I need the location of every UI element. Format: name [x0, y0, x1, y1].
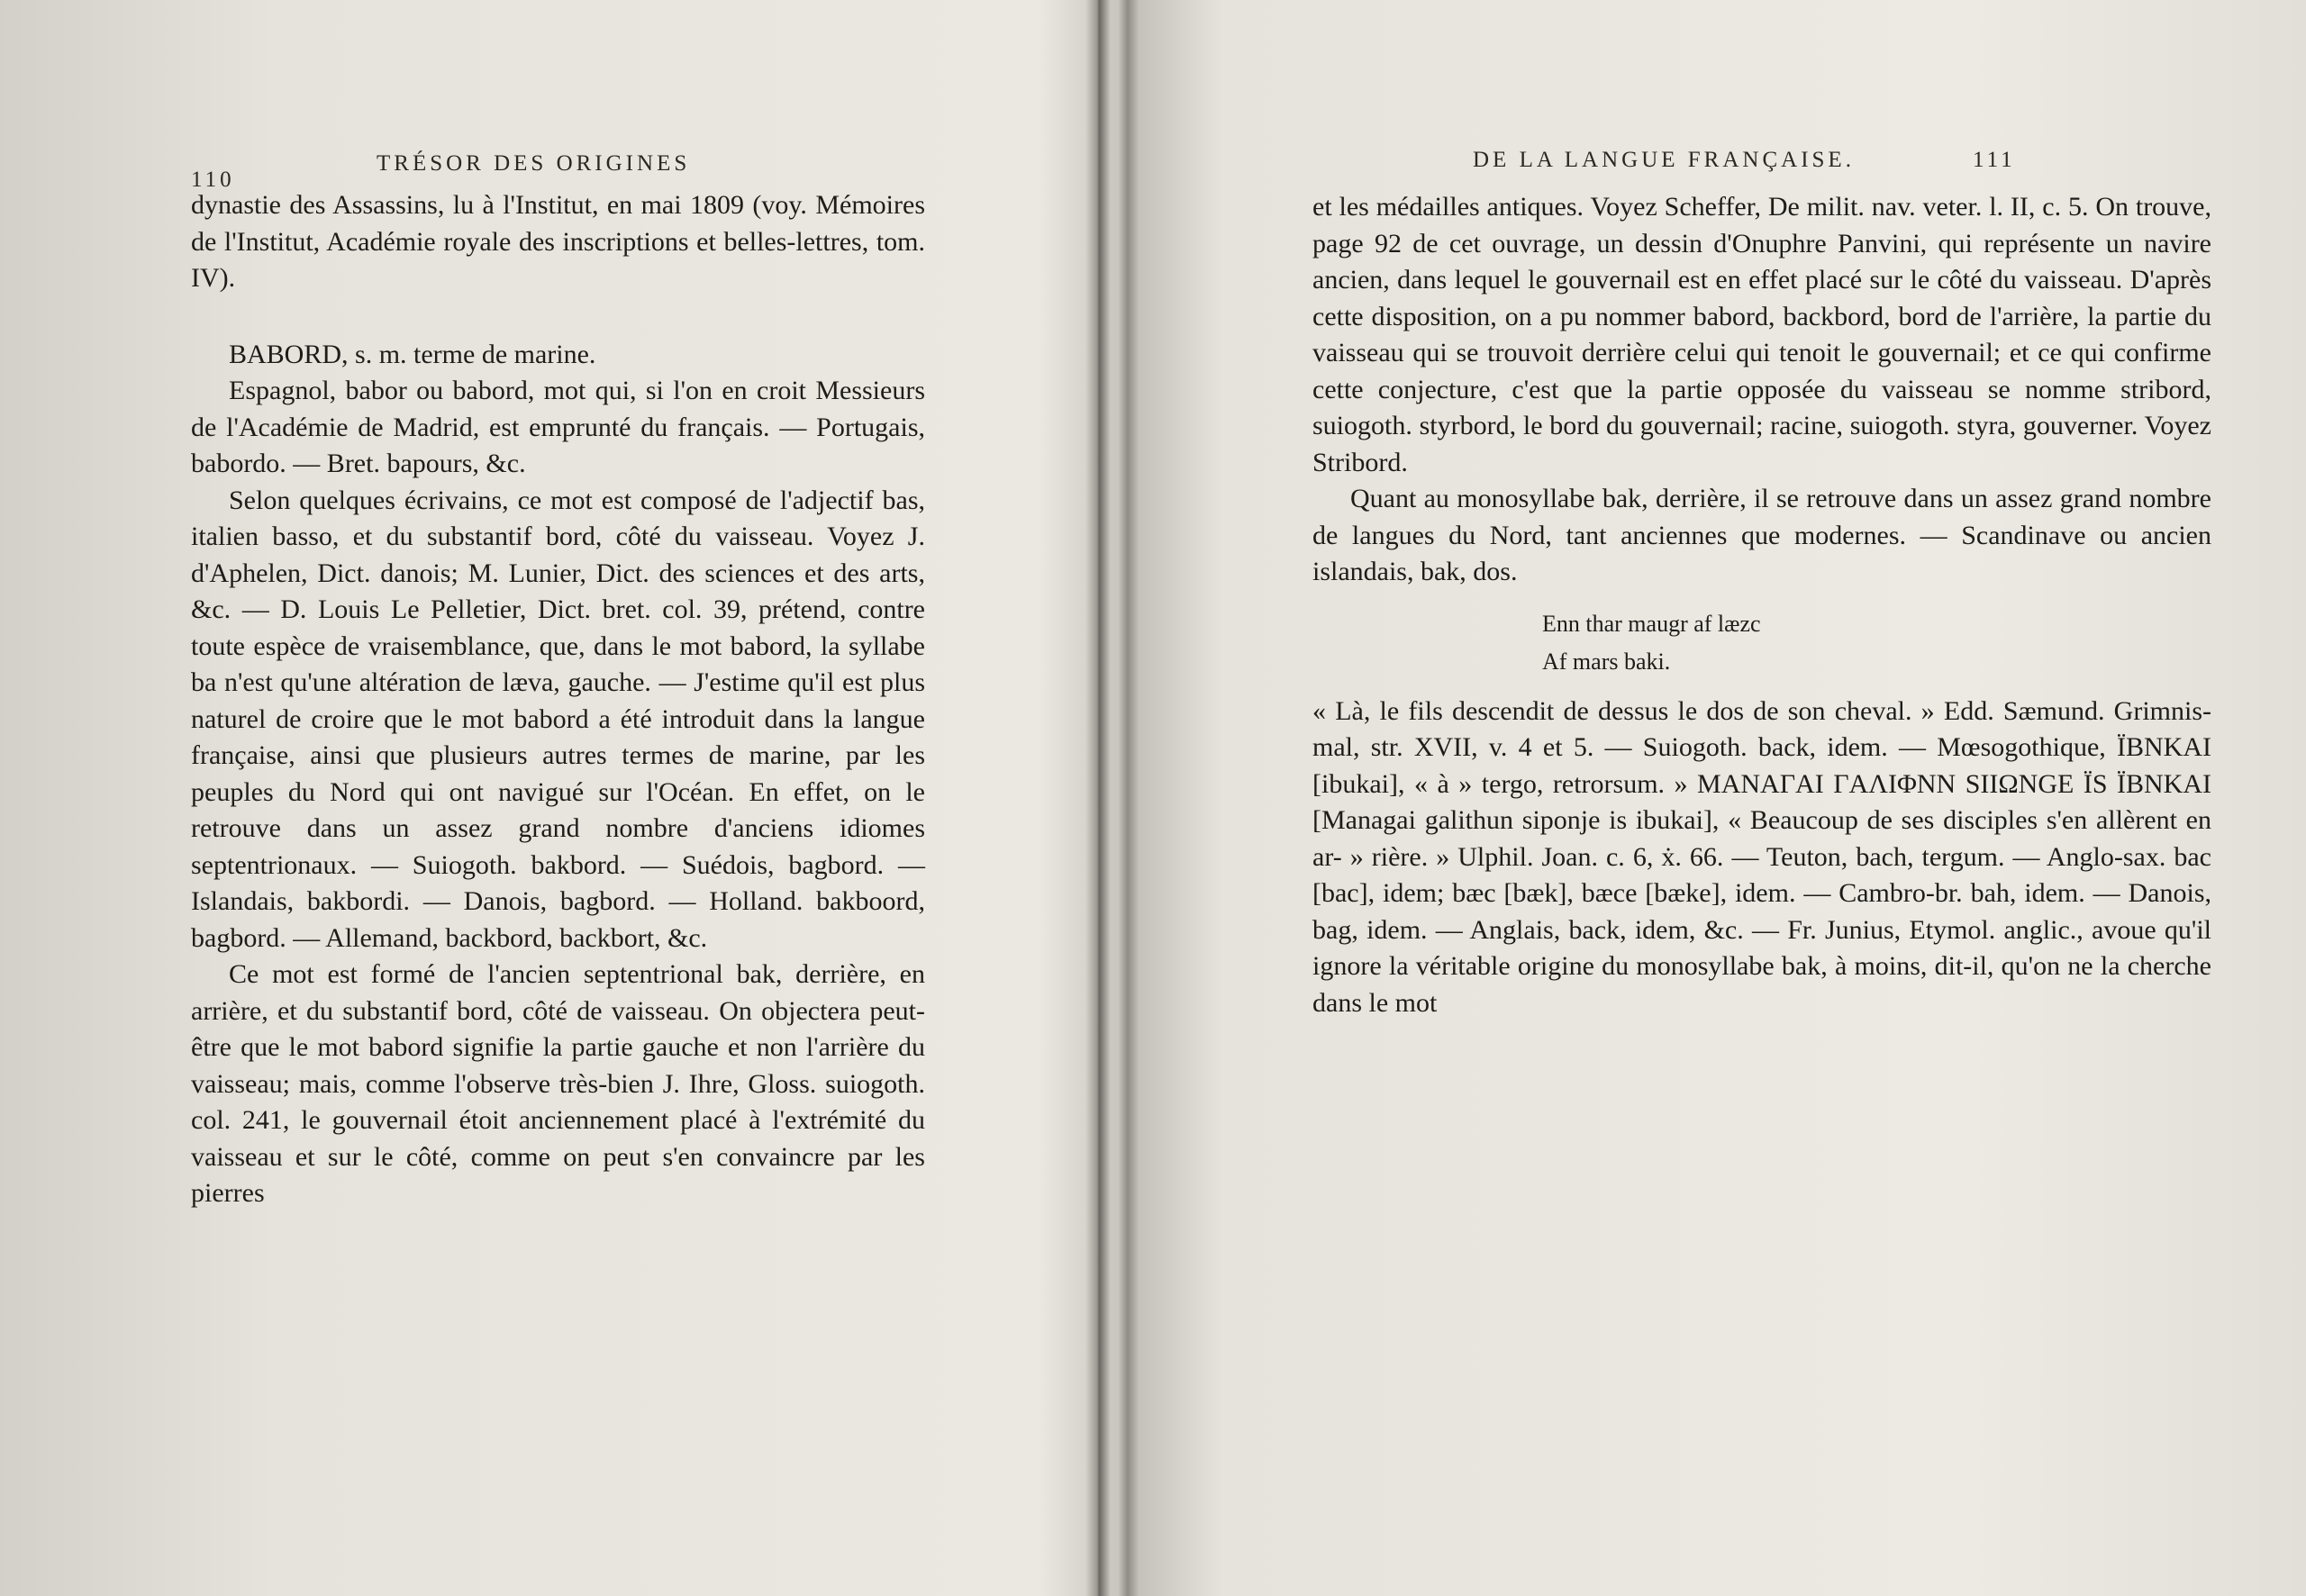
- left-page: [0, 0, 1094, 1596]
- paragraph: Quant au monosyllabe bak, derrière, il se retrouve dans un assez grand nombre de langues du Nord, tant anciennes que modernes. — Scandinave ou ancien islandais, bak, dos.: [1312, 484, 2211, 586]
- verse-line: Enn thar maugr af læzc: [1542, 610, 1761, 637]
- right-text-block: [1312, 189, 2211, 1021]
- running-title: TRÉSOR DES ORIGINES: [377, 151, 691, 176]
- verse-line: Af mars baki.: [1542, 648, 1671, 675]
- verse-quotation: [1542, 605, 2211, 681]
- paragraph: « Là, le fils descendit de dessus le dos de son cheval. » Edd. Sæmund. Grimnis-mal, str. XVII, v. 4 et 5. — Suiogoth. back, idem. — Mœsogothique, ÏBNKAI [ibukai], « à » tergo, retrorsum. » MANAΓAI ΓAΛIΦNN SIIΩNGE ÏS ÏBNKAI [Managai galithun siponje is ibukai], « Beaucoup de ses disciples s'en allèrent en ar- » rière. » Ulphil. Joan. c. 6, ẋ. 66. — Teuton, bach, tergum. — Anglo-sax. bac [bac], idem; bæc [bæk], bæce [bæke], idem. — Cambro-br. bah, idem. — Danois, bag, idem. — Anglais, back, idem, &c. — Fr. Junius, Etymol. anglic., avoue qu'il ignore la véritable origine du monosyllabe bak, à moins, dit-il, qu'on ne la cherche dans le mot: [1312, 695, 2211, 1018]
- paragraph: dynastie des Assassins, lu à l'Institut, en mai 1809 (voy. Mémoires de l'Institut, Académie royale des inscriptions et belles-lettres, tom. IV).: [191, 190, 925, 293]
- running-title: DE LA LANGUE FRANÇAISE.: [1473, 148, 1855, 172]
- page-number: 110: [191, 168, 235, 192]
- right-page: [1094, 0, 2306, 1596]
- entry-heading: BABORD, s. m. terme de marine.: [229, 339, 596, 369]
- paragraph: et les médailles antiques. Voyez Scheffer, De milit. nav. veter. l. II, c. 5. On trouve, page 92 de cet ouvrage, un dessin d'Onuphre Panvini, qui représente un navire ancien, dans lequel le gouvernail est en effet placé sur le côté du vaisseau. D'après cette disposition, on a pu nommer babord, backbord, bord de l'arrière, la partie du vaisseau qui se trouvoit derrière celui qui tenoit le gouvernail; et ce qui confirme cette conjecture, c'est que la partie opposée du vaisseau se nomme stribord, suiogoth. styrbord, le bord du gouvernail; racine, suiogoth. styra, gouverner. Voyez Stribord.: [1312, 192, 2211, 477]
- paragraph: Ce mot est formé de l'ancien septentrional bak, derrière, en arrière, et du substantif bord, côté de vaisseau. On objectera peut-être que le mot babord signifie la partie gauche et non l'arrière du vaisseau; mais, comme l'observe très-bien J. Ihre, Gloss. suiogoth. col. 241, le gouvernail étoit anciennement placé à l'extrémité du vaisseau et sur le côté, comme on peut s'en convaincre par les pierres: [191, 959, 925, 1208]
- left-text-block: [191, 187, 925, 1212]
- page-number: 111: [1973, 148, 2016, 172]
- paragraph: Espagnol, babor ou babord, mot qui, si l'on en croit Messieurs de l'Académie de Madrid, est emprunté du français. — Portugais, babordo. — Bret. bapours, &c.: [191, 376, 925, 478]
- paragraph: Selon quelques écrivains, ce mot est composé de l'adjectif bas, italien basso, et du substantif bord, côté du vaisseau. Voyez J. d'Aphelen, Dict. danois; M. Lunier, Dict. des sciences et des arts, &c. — D. Louis Le Pelletier, Dict. bret. col. 39, prétend, contre toute espèce de vraisemblance, que, dans le mot babord, la syllabe ba n'est qu'une altération de læva, gauche. — J'estime qu'il est plus naturel de croire que le mot babord a été introduit dans la langue française, ainsi que plusieurs autres termes de marine, par les peuples du Nord qui ont navigué sur l'Océan. En effet, on le retrouve dans un assez grand nombre d'anciens idiomes septentrionaux. — Suiogoth. bakbord. — Suédois, bagbord. — Islandais, bakbordi. — Danois, bagbord. — Holland. bakboord, bagbord. — Allemand, backbord, backbort, &c.: [191, 485, 925, 953]
